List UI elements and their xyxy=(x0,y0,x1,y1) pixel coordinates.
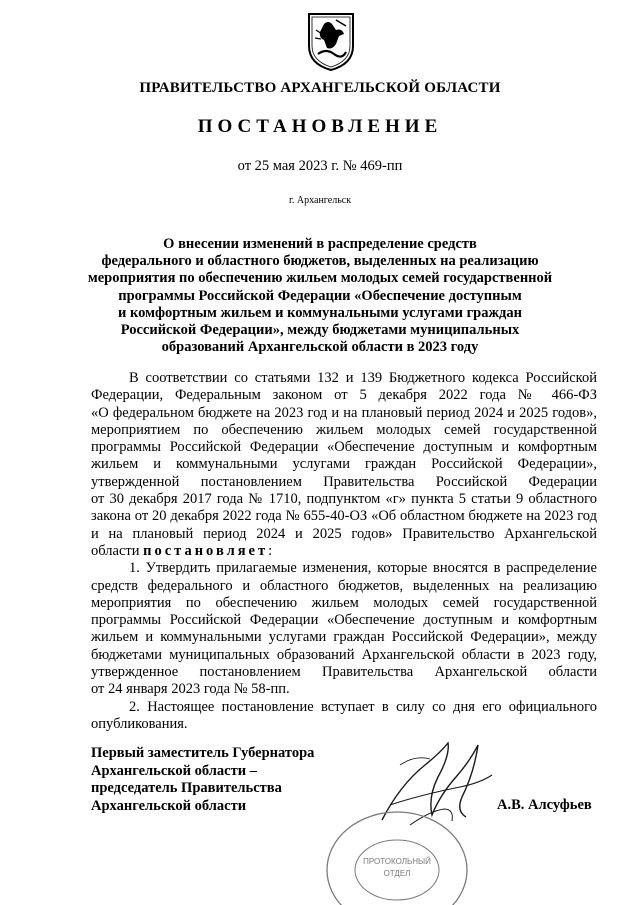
signer-position-line: Архангельской области xyxy=(91,797,247,814)
preamble-line: программы Российской Федерации «Обеспечение доступным и комфортным xyxy=(91,439,597,456)
preamble-final-line xyxy=(91,543,597,560)
item1-line: средств федерального и областного бюджетов, выделенных на реализацию xyxy=(91,577,597,594)
preamble-line: от 30 декабря 2017 года № 1710, подпунктом «г» пункта 5 статьи 9 областного xyxy=(91,491,597,508)
resolves-word: постановляет xyxy=(143,542,269,559)
preamble-line: В соответствии со статьями 132 и 139 Бюджетного кодекса Российской xyxy=(129,370,597,386)
preamble-line: и на плановый период 2024 и 2025 годов» Правительство Архангельской xyxy=(91,525,597,542)
heading-line: образований Архангельской области в 2023 году xyxy=(161,339,479,356)
item2-line: опубликования. xyxy=(91,715,188,732)
heading-line: и комфортным жильем и коммунальными услугами граждан xyxy=(118,304,522,321)
item1-line: жильем и коммунальными услугами граждан Российской Федерации», между xyxy=(91,629,597,646)
government-name: ПРАВИТЕЛЬСТВО АРХАНГЕЛЬСКОЙ ОБЛАСТИ xyxy=(139,80,501,96)
preamble-line: жильем и коммунальными услугами граждан Российской Федерации», xyxy=(91,456,597,473)
svg-text:ОТДЕЛ: ОТДЕЛ xyxy=(383,869,411,878)
item1-line: бюджетами муниципальных образований Архангельской области в 2023 году, xyxy=(91,646,597,663)
signer-position-line: председатель Правительства xyxy=(91,780,282,796)
heading-line: О внесении изменений в распределение средств xyxy=(163,236,477,252)
date-and-number: от 25 мая 2023 г. № 469-пп xyxy=(237,158,403,174)
coat-of-arms-emblem xyxy=(306,10,356,72)
preamble-line: утвержденной постановлением Правительства Российской Федерации xyxy=(91,473,597,490)
item1-line: мероприятия по обеспечению жильем молодых семей государственной xyxy=(91,594,597,611)
document-body xyxy=(91,370,597,733)
signer-position-line: Первый заместитель Губернатора xyxy=(91,745,315,761)
heading-line: федерального и областного бюджетов, выделенных на реализацию xyxy=(101,253,539,270)
preamble-line: «О федеральном бюджете на 2023 год и на плановый период 2024 и 2025 годов», xyxy=(91,404,597,421)
svg-text:ПРОТОКОЛЬНЫЙ: ПРОТОКОЛЬНЫЙ xyxy=(363,857,431,866)
city-name: г. Архангельск xyxy=(288,195,352,206)
document-heading xyxy=(70,236,570,356)
preamble-line: Федерации, Федеральным законом от 5 декабря 2022 года № 466-ФЗ xyxy=(91,387,597,404)
signer-name: А.В. Алсуфьев xyxy=(497,797,592,813)
item1-line: программы Российской Федерации «Обеспечение доступным и комфортным xyxy=(91,612,597,629)
document-title: ПОСТАНОВЛЕНИЕ xyxy=(197,116,443,137)
item1-line: 1. Утвердить прилагаемые изменения, которые вносятся в распределение xyxy=(129,560,597,577)
heading-line: Российской Федерации», между бюджетами муниципальных xyxy=(120,322,520,339)
signer-position xyxy=(91,745,314,815)
heading-line: мероприятия по обеспечению жильем молодых семей государственной xyxy=(87,270,553,287)
item1-line: утвержденное постановлением Правительства Архангельской области xyxy=(91,664,597,681)
protocol-stamp xyxy=(322,800,472,905)
preamble-line: мероприятием по обеспечению жильем молодых семей государственной xyxy=(91,421,597,438)
preamble-prefix: области xyxy=(91,542,144,559)
preamble-suffix: : xyxy=(268,542,273,559)
heading-line: программы Российской Федерации «Обеспечение доступным xyxy=(118,287,522,304)
item2-line: 2. Настоящее постановление вступает в силу со дня его официального xyxy=(129,698,597,715)
item1-line: от 24 января 2023 года № 58-пп. xyxy=(91,681,290,698)
signer-position-line: Архангельской области – xyxy=(91,762,257,779)
preamble-line: закона от 20 декабря 2022 года № 655-40-ОЗ «Об областном бюджете на 2023 год xyxy=(91,508,597,525)
